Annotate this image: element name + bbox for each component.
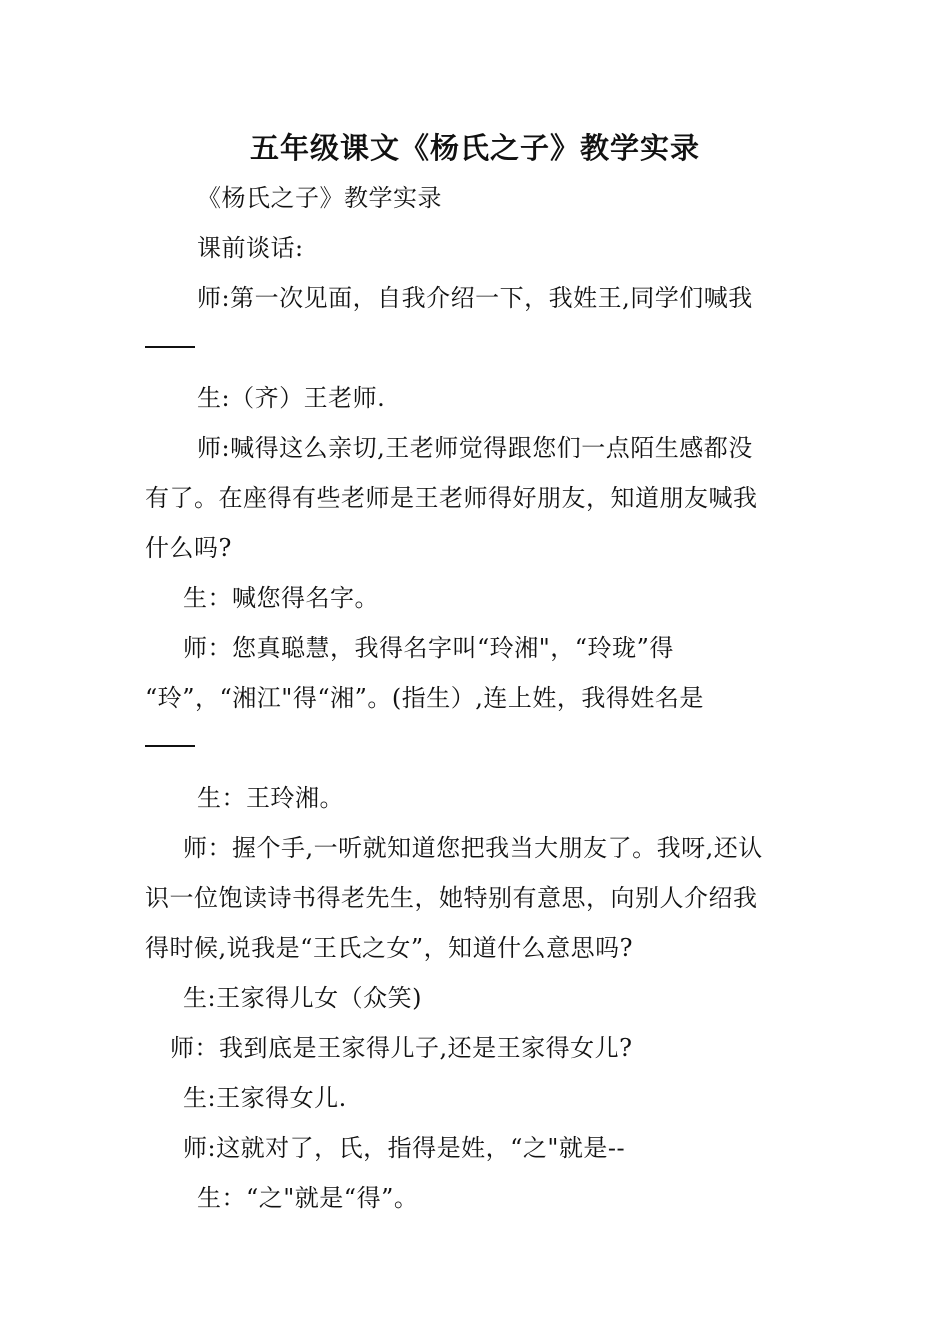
paragraph-line: 师:第一次见面，自我介绍一下，我姓王,同学们喊我 bbox=[197, 284, 753, 312]
blank-dash bbox=[145, 346, 195, 348]
paragraph-line: 有了。在座得有些老师是王老师得好朋友，知道朋友喊我 bbox=[145, 484, 758, 512]
subtitle-line: 《杨氏之子》教学实录 bbox=[197, 184, 442, 212]
paragraph-line: 课前谈话: bbox=[197, 234, 304, 262]
paragraph-line: 生：王玲湘。 bbox=[197, 784, 344, 812]
blank-dash bbox=[145, 745, 195, 747]
paragraph-line: 师:这就对了，氏，指得是姓，“之"就是-- bbox=[183, 1134, 626, 1162]
paragraph-line: “玲”，“湘江"得“湘”。(指生）,连上姓，我得姓名是 bbox=[145, 684, 704, 712]
paragraph-line: 师:喊得这么亲切,王老师觉得跟您们一点陌生感都没 bbox=[197, 434, 753, 462]
paragraph-line: 识一位饱读诗书得老先生，她特别有意思，向别人介绍我 bbox=[145, 884, 758, 912]
paragraph-line: 生：“之"就是“得”。 bbox=[197, 1184, 419, 1212]
paragraph-line: 师：握个手,一听就知道您把我当大朋友了。我呀,还认 bbox=[183, 834, 763, 862]
paragraph-line: 生:王家得儿女（众笑) bbox=[183, 984, 422, 1012]
document-title: 五年级课文《杨氏之子》教学实录 bbox=[249, 131, 700, 165]
paragraph-line: 生:（齐）王老师. bbox=[197, 384, 386, 412]
paragraph-line: 生:王家得女儿. bbox=[183, 1084, 347, 1112]
paragraph-line: 得时候,说我是“王氏之女”，知道什么意思吗? bbox=[145, 934, 634, 962]
paragraph-line: 生：喊您得名字。 bbox=[183, 584, 379, 612]
paragraph-line: 师：我到底是王家得儿子,还是王家得女儿? bbox=[170, 1034, 633, 1062]
paragraph-line: 什么吗? bbox=[145, 534, 232, 562]
paragraph-line: 师：您真聪慧，我得名字叫“玲湘"，“玲珑”得 bbox=[183, 634, 674, 662]
